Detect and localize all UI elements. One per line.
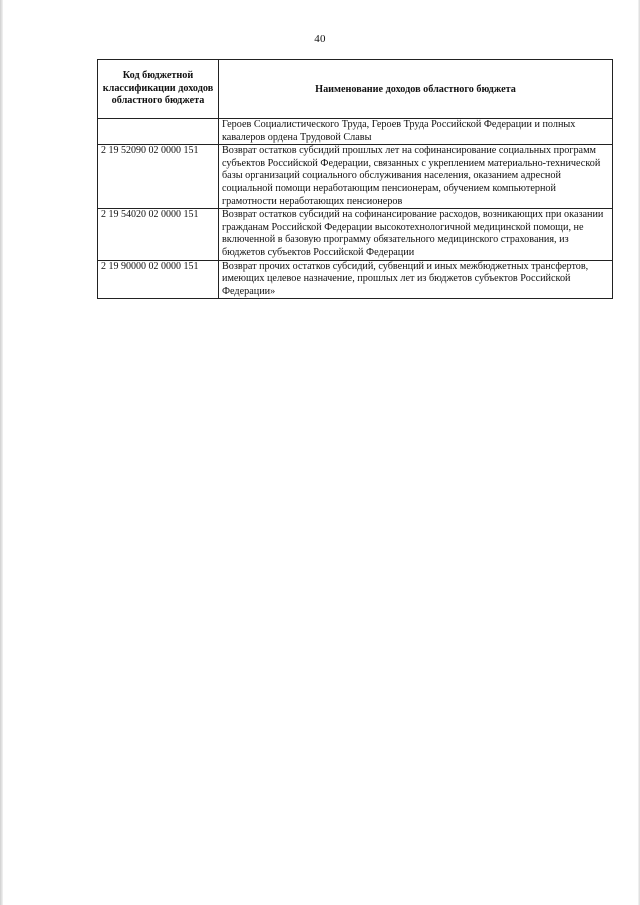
row-name: Возврат остатков субсидий на софинансирование расходов, возникающих при оказании гражданам Российской Федерации высокотехнологичной медицинской помощи, не включенной в базовую программу обязательного медицинского страхования, из бюджетов субъектов Российской Федерации (219, 209, 613, 260)
row-name: Возврат остатков субсидий прошлых лет на софинансирование социальных программ субъектов Российской Федерации, связанных с укреплением материально-технической базы организаций социального обслуживания населения, оказанием адресной социальной помощи неработающим пенсионерам, обучением компьютерной грамотности неработающих пенсионеров (219, 145, 613, 209)
budget-classification-table (97, 59, 613, 299)
table-header-row (98, 60, 613, 119)
header-name: Наименование доходов областного бюджета (219, 60, 613, 119)
row-code: 2 19 52090 02 0000 151 (98, 145, 219, 209)
scan-edge-left (0, 0, 3, 905)
table-row (98, 119, 613, 145)
row-code (98, 119, 219, 145)
row-name: Героев Социалистического Труда, Героев Труда Российской Федерации и полных кавалеров ордена Трудовой Славы (219, 119, 613, 145)
table-row (98, 209, 613, 260)
header-code: Код бюджетной классификации доходов областного бюджета (98, 60, 219, 119)
table-row (98, 260, 613, 299)
row-code: 2 19 54020 02 0000 151 (98, 209, 219, 260)
table-row (98, 145, 613, 209)
row-name: Возврат прочих остатков субсидий, субвенций и иных межбюджетных трансфертов, имеющих целевое назначение, прошлых лет из бюджетов субъектов Российской Федерации» (219, 260, 613, 299)
row-code: 2 19 90000 02 0000 151 (98, 260, 219, 299)
page-number: 40 (314, 33, 326, 45)
